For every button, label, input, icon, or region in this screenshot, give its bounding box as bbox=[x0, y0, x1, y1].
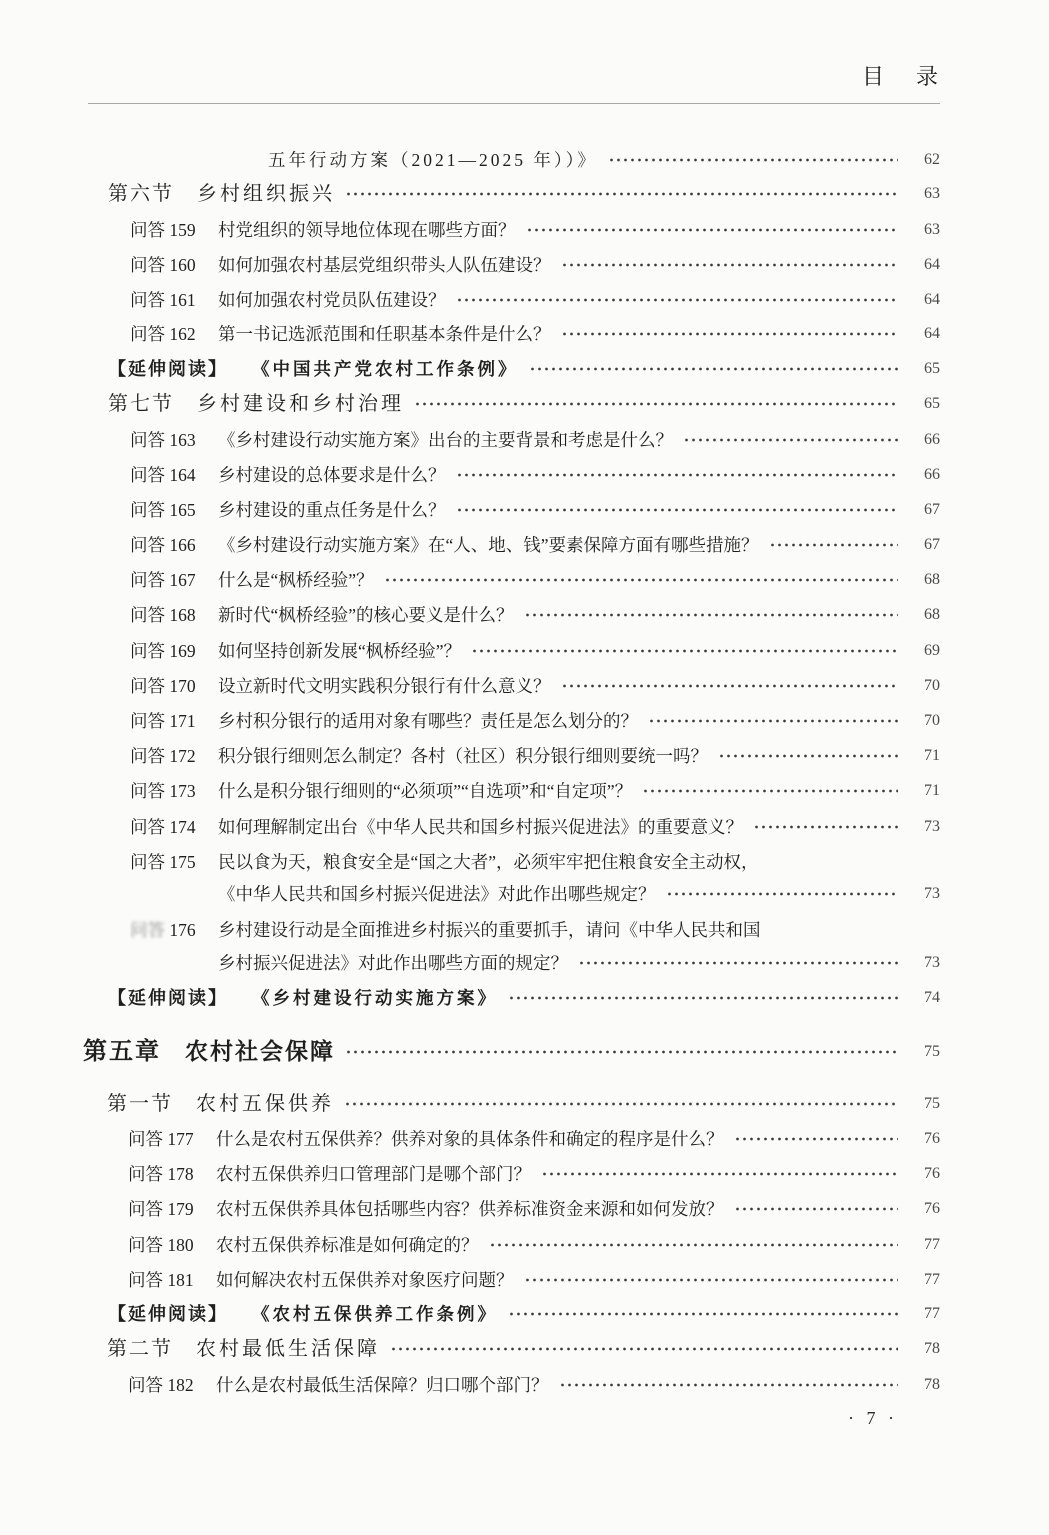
question-label: 问答 167 bbox=[130, 570, 196, 590]
question-label-number: 176 bbox=[169, 920, 196, 940]
page-number: 65 bbox=[924, 395, 940, 412]
page-number: 71 bbox=[924, 747, 940, 764]
question-label: 问答 169 bbox=[130, 641, 196, 661]
question-label: 问答 159 bbox=[130, 220, 196, 240]
question-title: 农村五保供养具体包括哪些内容？供养标准资金来源和如何发放？ bbox=[216, 1199, 724, 1219]
dot-leader bbox=[508, 1301, 898, 1327]
extended-reading-label: 【延伸阅读】 bbox=[108, 988, 228, 1008]
dot-leader bbox=[753, 814, 898, 840]
page-number: 66 bbox=[924, 466, 940, 483]
question-label: 问答 182 bbox=[128, 1375, 194, 1395]
question-title: 农村五保供养标准是如何确定的？ bbox=[216, 1235, 479, 1255]
page-number: 66 bbox=[924, 431, 940, 448]
section-label: 第七节 bbox=[108, 393, 174, 415]
toc-section-7 bbox=[108, 390, 940, 418]
page-number: 77 bbox=[924, 1236, 940, 1253]
page-number: 65 bbox=[924, 360, 940, 377]
dot-leader bbox=[648, 708, 898, 734]
dot-leader bbox=[526, 217, 899, 243]
question-label: 问答 166 bbox=[130, 535, 196, 555]
page-number: 64 bbox=[924, 291, 940, 308]
dot-leader bbox=[414, 391, 898, 417]
dot-leader bbox=[456, 462, 899, 488]
question-title: 什么是农村五保供养？供养对象的具体条件和确定的程序是什么？ bbox=[216, 1129, 724, 1149]
question-title: 《乡村建设行动实施方案》在“人、地、钱”要素保障方面有哪些措施？ bbox=[218, 535, 759, 555]
toc-question-164 bbox=[130, 462, 940, 488]
question-title: 《乡村建设行动实施方案》出台的主要背景和考虑是什么？ bbox=[218, 430, 673, 450]
page-number: 70 bbox=[924, 677, 940, 694]
question-label: 问答 179 bbox=[128, 1199, 194, 1219]
chapter-title: 农村社会保障 bbox=[185, 1039, 335, 1064]
dot-leader bbox=[578, 950, 898, 976]
question-title: 村党组织的领导地位体现在哪些方面？ bbox=[218, 220, 516, 240]
toc-question-161 bbox=[130, 287, 940, 313]
question-label: 问答 174 bbox=[130, 817, 196, 837]
page-number: 68 bbox=[924, 571, 940, 588]
question-title: 乡村建设的重点任务是什么？ bbox=[218, 500, 446, 520]
question-title: 乡村建设的总体要求是什么？ bbox=[218, 465, 446, 485]
question-label: 问答 178 bbox=[128, 1164, 194, 1184]
page-number: 77 bbox=[924, 1305, 940, 1322]
question-title-line-2: 《中华人民共和国乡村振兴促进法》对此作出哪些规定？ bbox=[218, 884, 656, 904]
page-number: 74 bbox=[924, 989, 940, 1006]
question-title-line-2: 乡村振兴促进法》对此作出哪些方面的规定？ bbox=[218, 953, 568, 973]
toc-question-175-continuation bbox=[218, 881, 940, 907]
page-number: 73 bbox=[924, 818, 940, 835]
dot-leader bbox=[666, 881, 899, 907]
folio-page-number: · 7 · bbox=[848, 1408, 898, 1428]
toc-entry-continuation bbox=[268, 147, 940, 173]
toc-question-175 bbox=[130, 849, 940, 875]
dot-leader bbox=[345, 181, 898, 207]
page-number: 71 bbox=[924, 782, 940, 799]
header-rule bbox=[88, 103, 940, 104]
question-title: 如何坚持创新发展“枫桥经验”？ bbox=[218, 641, 462, 661]
page-number: 67 bbox=[924, 501, 940, 518]
extended-reading-label: 【延伸阅读】 bbox=[108, 1304, 228, 1324]
toc-question-174 bbox=[130, 814, 940, 840]
toc-extended-reading-1 bbox=[108, 356, 940, 382]
dot-leader bbox=[344, 1091, 898, 1117]
chapter-label: 第五章 bbox=[83, 1039, 161, 1065]
page-number: 75 bbox=[924, 1095, 940, 1112]
page-number: 76 bbox=[924, 1165, 940, 1182]
running-head-title: 目 录 bbox=[862, 64, 944, 89]
dot-leader bbox=[508, 985, 898, 1011]
toc-question-182 bbox=[128, 1372, 940, 1398]
toc-question-180 bbox=[128, 1232, 940, 1258]
toc-section-1 bbox=[107, 1090, 940, 1118]
toc-question-179 bbox=[128, 1196, 940, 1222]
toc-question-170 bbox=[130, 673, 940, 699]
entry-title: 五年行动方案（2021—2025 年））》 bbox=[268, 150, 598, 170]
toc-question-160 bbox=[130, 252, 940, 278]
question-title: 什么是农村最低生活保障？归口哪个部门？ bbox=[216, 1375, 549, 1395]
dot-leader bbox=[489, 1232, 899, 1258]
toc-question-169 bbox=[130, 638, 940, 664]
toc-question-172 bbox=[130, 743, 940, 769]
question-label: 问答 170 bbox=[130, 676, 196, 696]
page-number: 64 bbox=[924, 325, 940, 342]
page-number: 63 bbox=[924, 185, 940, 202]
page-number: 69 bbox=[924, 642, 940, 659]
question-title: 积分银行细则怎么制定？各村（社区）积分银行细则要统一吗？ bbox=[218, 746, 708, 766]
dot-leader bbox=[642, 778, 898, 804]
question-label: 问答 165 bbox=[130, 500, 196, 520]
section-label: 第一节 bbox=[107, 1093, 173, 1115]
dot-leader bbox=[561, 252, 899, 278]
dot-leader bbox=[561, 321, 899, 347]
question-label: 问答 177 bbox=[128, 1129, 194, 1149]
toc-question-181 bbox=[128, 1267, 940, 1293]
extended-reading-title: 《中国共产党农村工作条例》 bbox=[252, 359, 519, 379]
question-title: 如何理解制定出台《中华人民共和国乡村振兴促进法》的重要意义？ bbox=[218, 817, 743, 837]
page-number: 67 bbox=[924, 536, 940, 553]
question-title-line-1: 乡村建设行动是全面推进乡村振兴的重要抓手，请问《中华人民共和国 bbox=[218, 920, 761, 940]
extended-reading-title: 《农村五保供养工作条例》 bbox=[252, 1304, 498, 1324]
toc-question-178 bbox=[128, 1161, 940, 1187]
question-label: 问答 173 bbox=[130, 781, 196, 801]
question-title: 什么是“枫桥经验”？ bbox=[218, 570, 374, 590]
question-label-prefix: 问答 bbox=[130, 920, 165, 940]
toc-question-176-continuation bbox=[218, 950, 940, 976]
question-label: 问答 171 bbox=[130, 711, 196, 731]
question-label: 问答 161 bbox=[130, 290, 196, 310]
page-number: 63 bbox=[924, 221, 940, 238]
page-number: 76 bbox=[924, 1130, 940, 1147]
toc-question-159 bbox=[130, 217, 940, 243]
toc-question-163 bbox=[130, 427, 940, 453]
toc-question-165 bbox=[130, 497, 940, 523]
question-label: 问答 164 bbox=[130, 465, 196, 485]
question-title: 如何加强农村党员队伍建设？ bbox=[218, 290, 446, 310]
toc-section-6 bbox=[108, 180, 940, 208]
page-number: 64 bbox=[924, 256, 940, 273]
dot-leader bbox=[541, 1161, 898, 1187]
section-title: 乡村组织振兴 bbox=[197, 183, 335, 205]
question-title: 第一书记选派范围和任职基本条件是什么？ bbox=[218, 324, 551, 344]
toc-question-162 bbox=[130, 321, 940, 347]
toc-question-168 bbox=[130, 602, 940, 628]
dot-leader bbox=[559, 1372, 899, 1398]
page-number: 68 bbox=[924, 606, 940, 623]
toc-question-167 bbox=[130, 567, 940, 593]
toc-question-173 bbox=[130, 778, 940, 804]
toc-chapter-5 bbox=[83, 1035, 940, 1069]
page-number: 70 bbox=[924, 712, 940, 729]
question-title-line-1: 民以食为天，粮食安全是“国之大者”，必须牢牢把住粮食安全主动权， bbox=[218, 852, 759, 872]
section-title: 农村最低生活保障 bbox=[196, 1338, 380, 1360]
question-label: 问答 163 bbox=[130, 430, 196, 450]
toc-question-171 bbox=[130, 708, 940, 734]
question-title: 什么是积分银行细则的“必须项”“自选项”和“自定项”？ bbox=[218, 781, 633, 801]
dot-leader bbox=[456, 287, 899, 313]
toc-extended-reading-2 bbox=[108, 985, 940, 1011]
dot-leader bbox=[734, 1196, 899, 1222]
page-number: 73 bbox=[924, 885, 940, 902]
question-title: 新时代“枫桥经验”的核心要义是什么？ bbox=[218, 605, 514, 625]
question-label: 问答 162 bbox=[130, 324, 196, 344]
toc-question-177 bbox=[128, 1126, 940, 1152]
dot-leader bbox=[384, 567, 898, 593]
dot-leader bbox=[390, 1336, 898, 1362]
question-title: 农村五保供养归口管理部门是哪个部门？ bbox=[216, 1164, 531, 1184]
dot-leader bbox=[524, 1267, 899, 1293]
section-label: 第六节 bbox=[108, 183, 174, 205]
dot-leader bbox=[471, 638, 898, 664]
section-title: 乡村建设和乡村治理 bbox=[197, 393, 404, 415]
section-label: 第二节 bbox=[107, 1338, 173, 1360]
dot-leader bbox=[608, 147, 898, 173]
question-title: 乡村积分银行的适用对象有哪些？责任是怎么划分的？ bbox=[218, 711, 638, 731]
question-label: 问答 180 bbox=[128, 1235, 194, 1255]
dot-leader bbox=[683, 427, 898, 453]
page-number: 62 bbox=[924, 151, 940, 168]
dot-leader bbox=[561, 673, 899, 699]
question-label: 问答 175 bbox=[130, 852, 196, 872]
extended-reading-label: 【延伸阅读】 bbox=[108, 359, 228, 379]
toc-question-166 bbox=[130, 532, 940, 558]
page-number: 75 bbox=[924, 1043, 940, 1060]
question-label bbox=[130, 917, 218, 943]
toc-question-176 bbox=[130, 917, 940, 943]
dot-leader bbox=[456, 497, 899, 523]
toc-extended-reading-3 bbox=[108, 1301, 940, 1327]
page-number: 76 bbox=[924, 1200, 940, 1217]
question-label: 问答 181 bbox=[128, 1270, 194, 1290]
dot-leader bbox=[529, 356, 899, 382]
dot-leader bbox=[769, 532, 898, 558]
extended-reading-title: 《乡村建设行动实施方案》 bbox=[252, 988, 498, 1008]
question-label: 问答 160 bbox=[130, 255, 196, 275]
question-label: 问答 168 bbox=[130, 605, 196, 625]
page-number: 77 bbox=[924, 1271, 940, 1288]
toc-section-2 bbox=[107, 1335, 940, 1363]
dot-leader bbox=[734, 1126, 899, 1152]
dot-leader bbox=[345, 1035, 898, 1069]
question-title: 如何加强农村基层党组织带头人队伍建设？ bbox=[218, 255, 551, 275]
section-title: 农村五保供养 bbox=[196, 1093, 334, 1115]
dot-leader bbox=[524, 602, 898, 628]
question-title: 设立新时代文明实践积分银行有什么意义？ bbox=[218, 676, 551, 696]
question-label: 问答 172 bbox=[130, 746, 196, 766]
dot-leader bbox=[718, 743, 898, 769]
page-number: 78 bbox=[924, 1376, 940, 1393]
page-number: 78 bbox=[924, 1340, 940, 1357]
question-title: 如何解决农村五保供养对象医疗问题？ bbox=[216, 1270, 514, 1290]
page-number: 73 bbox=[924, 954, 940, 971]
